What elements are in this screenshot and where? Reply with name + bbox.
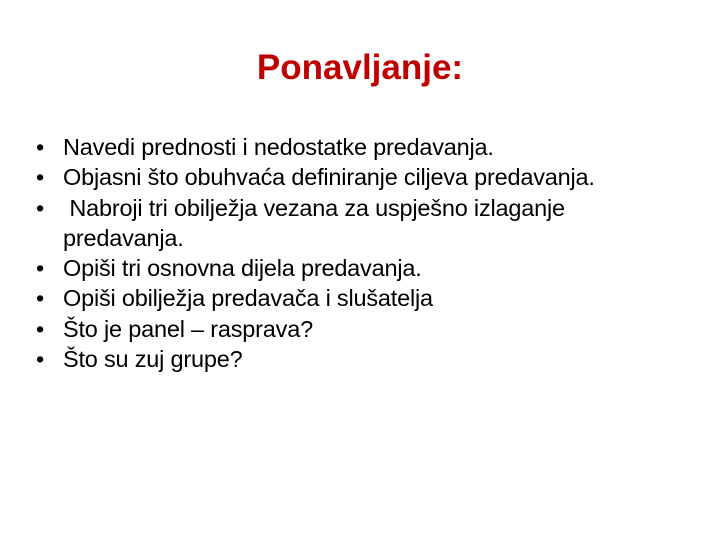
bullet-item xyxy=(36,344,686,374)
bullet-item xyxy=(36,162,686,192)
bullet-item xyxy=(36,314,686,344)
bullet-list xyxy=(36,132,686,374)
bullet-text: Opiši tri osnovna dijela predavanja. xyxy=(63,255,422,282)
bullet-text: Što je panel – rasprava? xyxy=(63,315,313,342)
bullet-text: Navedi prednosti i nedostatke predavanja. xyxy=(63,134,494,160)
bullet-icon: • xyxy=(36,346,45,373)
bullet-item xyxy=(36,193,686,254)
bullet-icon: • xyxy=(36,194,45,221)
bullet-icon: • xyxy=(36,255,45,282)
bullet-item xyxy=(36,253,686,283)
bullet-text: Što su zuj grupe? xyxy=(63,346,243,373)
slide-title: Ponavljanje: xyxy=(256,48,464,87)
bullet-item xyxy=(36,132,686,162)
bullet-text: Nabroji tri obilježja vezana za uspješno izlaganje predavanja. xyxy=(63,194,572,251)
bullet-icon: • xyxy=(36,285,45,312)
bullet-icon: • xyxy=(36,164,45,191)
bullet-icon: • xyxy=(36,134,45,160)
bullet-text: Objasni što obuhvaća definiranje ciljeva predavanja. xyxy=(63,164,595,191)
bullet-item xyxy=(36,283,686,313)
bullet-text: Opiši obilježja predavača i slušatelja xyxy=(63,285,433,312)
bullet-icon: • xyxy=(36,315,45,342)
